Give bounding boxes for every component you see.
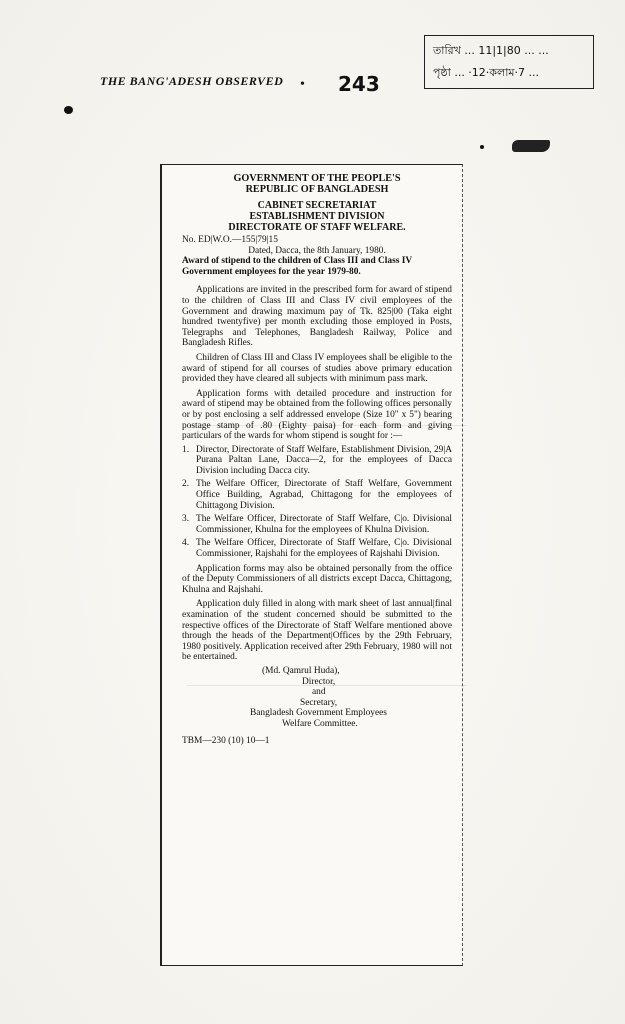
signatory-organization: Welfare Committee. — [282, 718, 358, 729]
print-code: TBM—230 (10) 10—1 — [182, 735, 270, 746]
ink-dot-small — [480, 145, 484, 149]
signatory-title: Director, — [302, 676, 336, 687]
notice-subject: Award of stipend to the children of Class III and Class IV Government employees for the year 1979-80. — [182, 256, 412, 277]
notice-paragraph: Children of Class III and Class IV employees shall be eligible to the award of stipend for all courses of studies above primary education provided they have cleared all subjects with minimum pass mark. — [182, 352, 452, 385]
notice-paragraph: Application forms may also be obtained personally from the office of the Deputy Commissioners of all districts except Dacca, Chittagong, Khulna and Rajshahi. — [182, 563, 452, 595]
signatory-name: (Md. Qamrul Huda), — [262, 665, 340, 676]
signature-block — [250, 665, 452, 730]
signatory-title: and — [312, 687, 326, 698]
ink-dot: • — [300, 77, 305, 92]
newspaper-name: THE BANG'ADESH OBSERVED — [100, 74, 284, 88]
newspaper-clipping — [160, 164, 463, 966]
ink-mark — [64, 106, 73, 114]
notice-heading: CABINET SECRETARIAT — [257, 200, 377, 211]
notice-reference: No. ED|W.O.—155|79|15 — [182, 235, 278, 245]
notice-heading: ESTABLISHMENT DIVISION — [249, 211, 385, 222]
notice-paragraph: Application duly filled in along with mark sheet of last annual|final examination of the student concerned should be submitted to the respective offices of the Directorate of Staff Welfare mentioned above through the heads of the Department|Offices by the 29th February, 1980 positively. Application received after 29th February, 1980 will not be entertained. — [182, 599, 452, 663]
office-list-item: 1. Director, Directorate of Staff Welfare, Establishment Division, 29|A Purana Paltan Lane, Dacca—2, for the employees of Dacca Division including Dacca city. — [182, 444, 452, 476]
office-list-item: 4. The Welfare Officer, Directorate of Staff Welfare, C|o. Divisional Commissioner, Rajshahi for the employees of Rajshahi Division. — [182, 538, 452, 560]
notice-heading: REPUBLIC OF BANGLADESH — [245, 184, 389, 195]
notice-date: Dated, Dacca, the 8th January, 1980. — [248, 245, 386, 256]
notice-body — [182, 173, 452, 746]
stamp-date: তারিখ ... 11|1|80 ... ... — [433, 44, 549, 57]
notice-paragraph: Application forms with detailed procedure and instruction for award of stipend may be obtained from the following offices personally or by post enclosing a self addressed envelope (Size 10" x 5") bearing postage stamp of .80 (Eighty paisa) for each form and giving particulars of the wards for whom stipend is sought for :— — [182, 388, 452, 442]
office-list-item: 2. The Welfare Officer, Directorate of Staff Welfare, Government Office Building, Agrabad, Chittagong for the employees of Chittagong Division. — [182, 479, 452, 511]
signatory-organization: Bangladesh Government Employees — [250, 708, 387, 719]
stamp-page-column: পৃষ্ঠা ... ·12·কলাম·7 ... — [433, 66, 539, 79]
page-number: 243 — [338, 72, 380, 96]
signatory-title: Secretary, — [300, 697, 338, 708]
notice-paragraph: Applications are invited in the prescribed form for award of stipend to the children of Class III and Class IV civil employees of the Government and drawing maximum pay of Tk. 825|00 (Taka eight hundred twentyfive) per month excluding those employed in Posts, Telegraphs and Telephones, Bangladesh Railway, Police and Bangladesh Rifles. — [182, 285, 452, 349]
notice-heading: GOVERNMENT OF THE PEOPLE'S — [233, 173, 401, 184]
archive-stamp — [424, 35, 594, 89]
ink-scribble — [512, 140, 550, 152]
office-list-item: 3. The Welfare Officer, Directorate of Staff Welfare, C|o. Divisional Commissioner, Khulna for the employees of Khulna Division. — [182, 514, 452, 535]
notice-heading: DIRECTORATE OF STAFF WELFARE. — [228, 222, 406, 233]
